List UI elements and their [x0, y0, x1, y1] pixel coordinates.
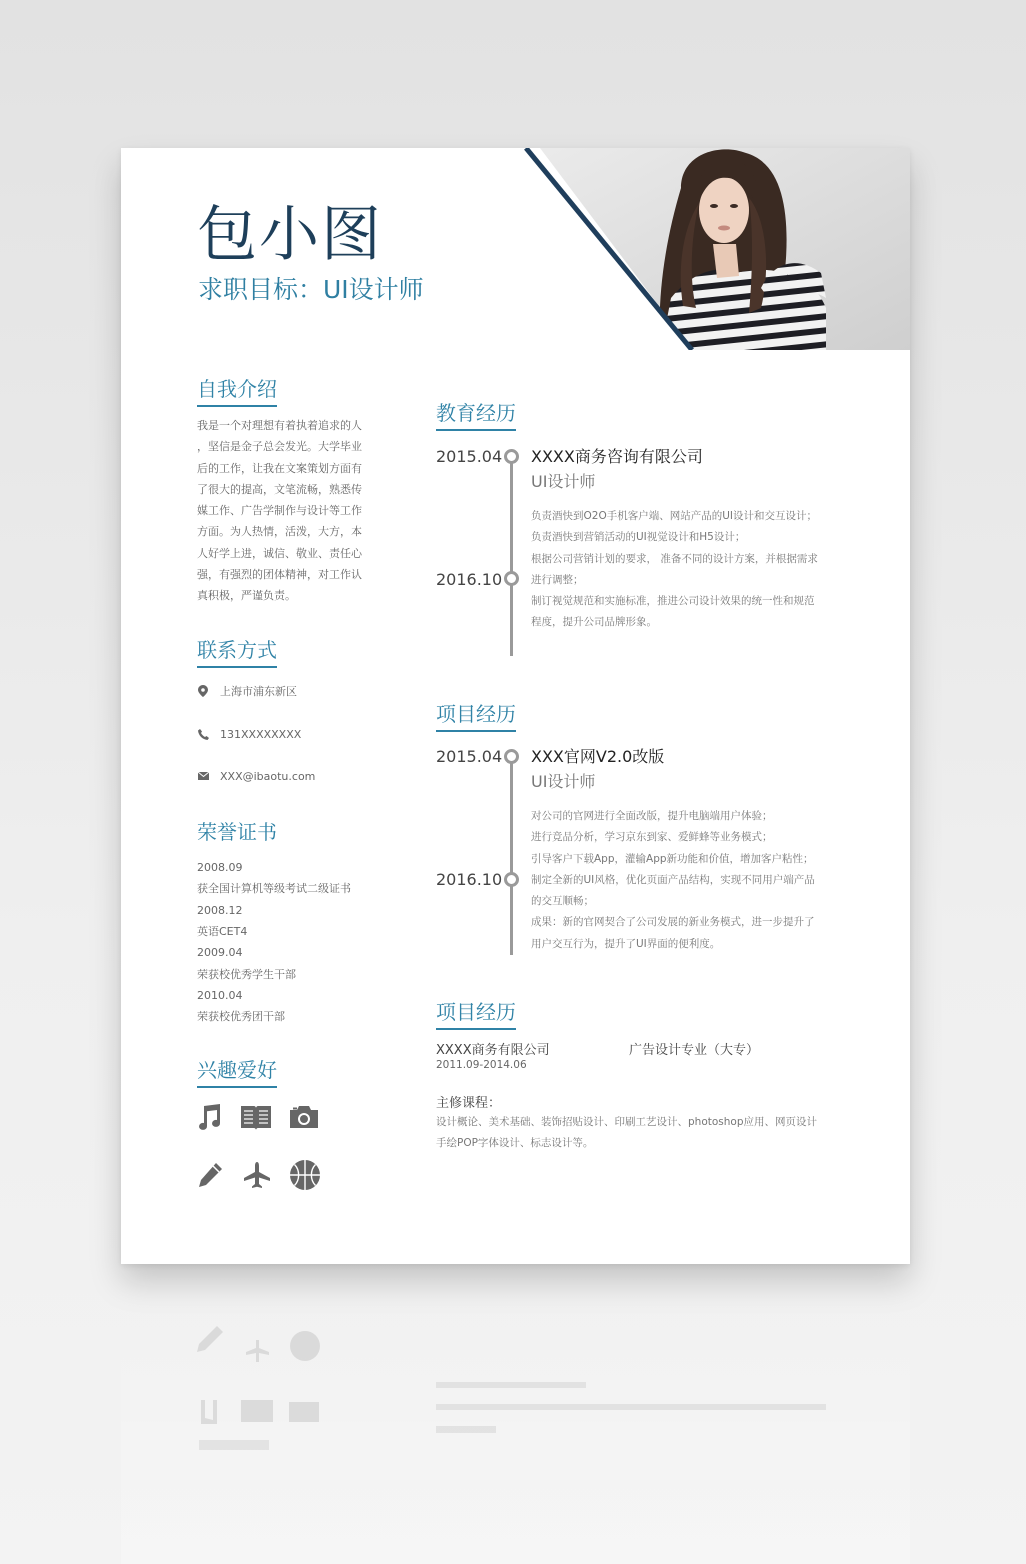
project-description	[531, 806, 831, 955]
timeline-dot	[504, 872, 519, 887]
timeline-dot	[504, 449, 519, 464]
address-text: 上海市浦东新区	[220, 685, 297, 698]
project-name: XXX官网V2.0改版	[531, 747, 665, 766]
intro-text	[197, 415, 362, 607]
phone-text[interactable]: 131XXXXXXXX	[220, 727, 302, 741]
intro-line: 真积极，严谨负责。	[197, 589, 296, 603]
project-title: 项目经历	[436, 701, 516, 732]
music-icon	[193, 1100, 227, 1134]
intro-line: ，坚信是金子总会发光。大学毕业	[197, 440, 362, 454]
contact-title: 联系方式	[197, 637, 277, 668]
resume-sheet	[121, 148, 910, 1264]
desc-line: 进行竞品分析，学习京东到家、爱鲜蜂等业务模式；	[531, 831, 773, 844]
honor-line: 2009.04	[197, 946, 243, 959]
honor-line: 2008.09	[197, 861, 243, 874]
course-line: 设计概论、美术基础、装饰招贴设计、印刷工艺设计、photoshop应用、网页设计	[436, 1116, 817, 1128]
education-date-end: 2016.10	[436, 570, 503, 589]
intro-line: 后的工作，让我在文案策划方面有	[197, 461, 362, 475]
project-timeline	[510, 762, 513, 955]
timeline-dot	[504, 749, 519, 764]
education-role: UI设计师	[531, 472, 596, 491]
education-description	[531, 506, 831, 634]
phone-icon	[197, 728, 209, 740]
education-date-start: 2015.04	[436, 447, 503, 466]
honor-line: 2008.12	[197, 904, 243, 917]
education-timeline	[510, 462, 513, 656]
desc-line: 的交互顺畅；	[531, 895, 594, 908]
pencil-icon	[193, 1158, 227, 1192]
camera-icon	[287, 1100, 321, 1134]
contact-address	[197, 682, 297, 700]
hobbies-title: 兴趣爱好	[197, 1057, 277, 1088]
desc-line: 对公司的官网进行全面改版，提升电脑端用户体验；	[531, 810, 773, 822]
basketball-icon	[288, 1158, 322, 1192]
candidate-name: 包小图	[197, 200, 383, 270]
intro-title: 自我介绍	[197, 376, 277, 407]
mail-icon	[197, 770, 209, 782]
study-period: 2011.09-2014.06	[436, 1059, 527, 1071]
honor-line: 获全国计算机等级考试二级证书	[197, 882, 351, 895]
intro-line: 了很大的提高，文笔流畅，熟悉传	[197, 482, 362, 496]
honor-line: 英语CET4	[197, 925, 248, 938]
desc-line: 程度，提升公司品牌形象。	[531, 616, 657, 629]
sheet-reflection	[121, 1300, 910, 1564]
intro-line: 我是一个对理想有着执着追求的人	[197, 419, 362, 432]
honor-line: 荣获校优秀团干部	[197, 1010, 285, 1023]
honor-line: 2010.04	[197, 989, 243, 1002]
school-name: XXXX商务有限公司	[436, 1043, 550, 1058]
desc-line: 负责酒快到营销活动的UI视觉设计和H5设计；	[531, 531, 746, 544]
courses-label: 主修课程：	[436, 1096, 502, 1111]
contact-email	[197, 767, 315, 785]
intro-line: 强，有强烈的团体精神，对工作认	[197, 568, 362, 582]
project2-title: 项目经历	[436, 999, 516, 1030]
desc-line: 用户交互行为，提升了UI界面的便利度。	[531, 937, 721, 950]
major-name: 广告设计专业（大专）	[629, 1043, 760, 1058]
desc-line: 制订视觉规范和实施标准，推进公司设计效果的统一性和规范	[531, 595, 815, 608]
desc-line: 成果：新的官网契合了公司发展的新业务模式，进一步提升了	[531, 916, 815, 929]
intro-line: 媒工作、广告学制作与设计等工作	[197, 504, 362, 518]
airplane-icon	[240, 1158, 274, 1192]
email-text[interactable]: XXX@ibaotu.com	[220, 769, 316, 783]
project-date-start: 2015.04	[436, 747, 503, 766]
education-company: XXXX商务咨询有限公司	[531, 447, 703, 466]
desc-line: 负责酒快到O2O手机客户端、网站产品的UI设计和交互设计；	[531, 510, 817, 522]
courses-text	[436, 1112, 836, 1155]
project-role: UI设计师	[531, 772, 596, 791]
intro-line: 方面。为人热情，活泼，大方，本	[197, 525, 362, 539]
desc-line: 进行调整；	[531, 573, 584, 586]
education-title: 教育经历	[436, 400, 516, 431]
job-goal: 求职目标：UI设计师	[198, 275, 424, 304]
honors-title: 荣誉证书	[197, 820, 277, 844]
desc-line: 引导客户下载App，灌输App新功能和价值，增加客户粘性；	[531, 852, 814, 865]
location-pin-icon	[197, 685, 209, 697]
contact-phone	[197, 725, 301, 743]
project-date-end: 2016.10	[436, 870, 503, 889]
intro-line: 人好学上进，诚信、敬业、责任心	[197, 546, 362, 560]
desc-line: 制定全新的UI风格，优化页面产品结构，实现不同用户端产品	[531, 873, 815, 886]
honor-line: 荣获校优秀学生干部	[197, 968, 296, 981]
course-line: 手绘POP字体设计、标志设计等。	[436, 1137, 594, 1150]
timeline-dot	[504, 571, 519, 586]
desc-line: 根据公司营销计划的要求， 准备不同的设计方案，并根据需求	[531, 552, 818, 565]
book-icon	[239, 1100, 273, 1134]
